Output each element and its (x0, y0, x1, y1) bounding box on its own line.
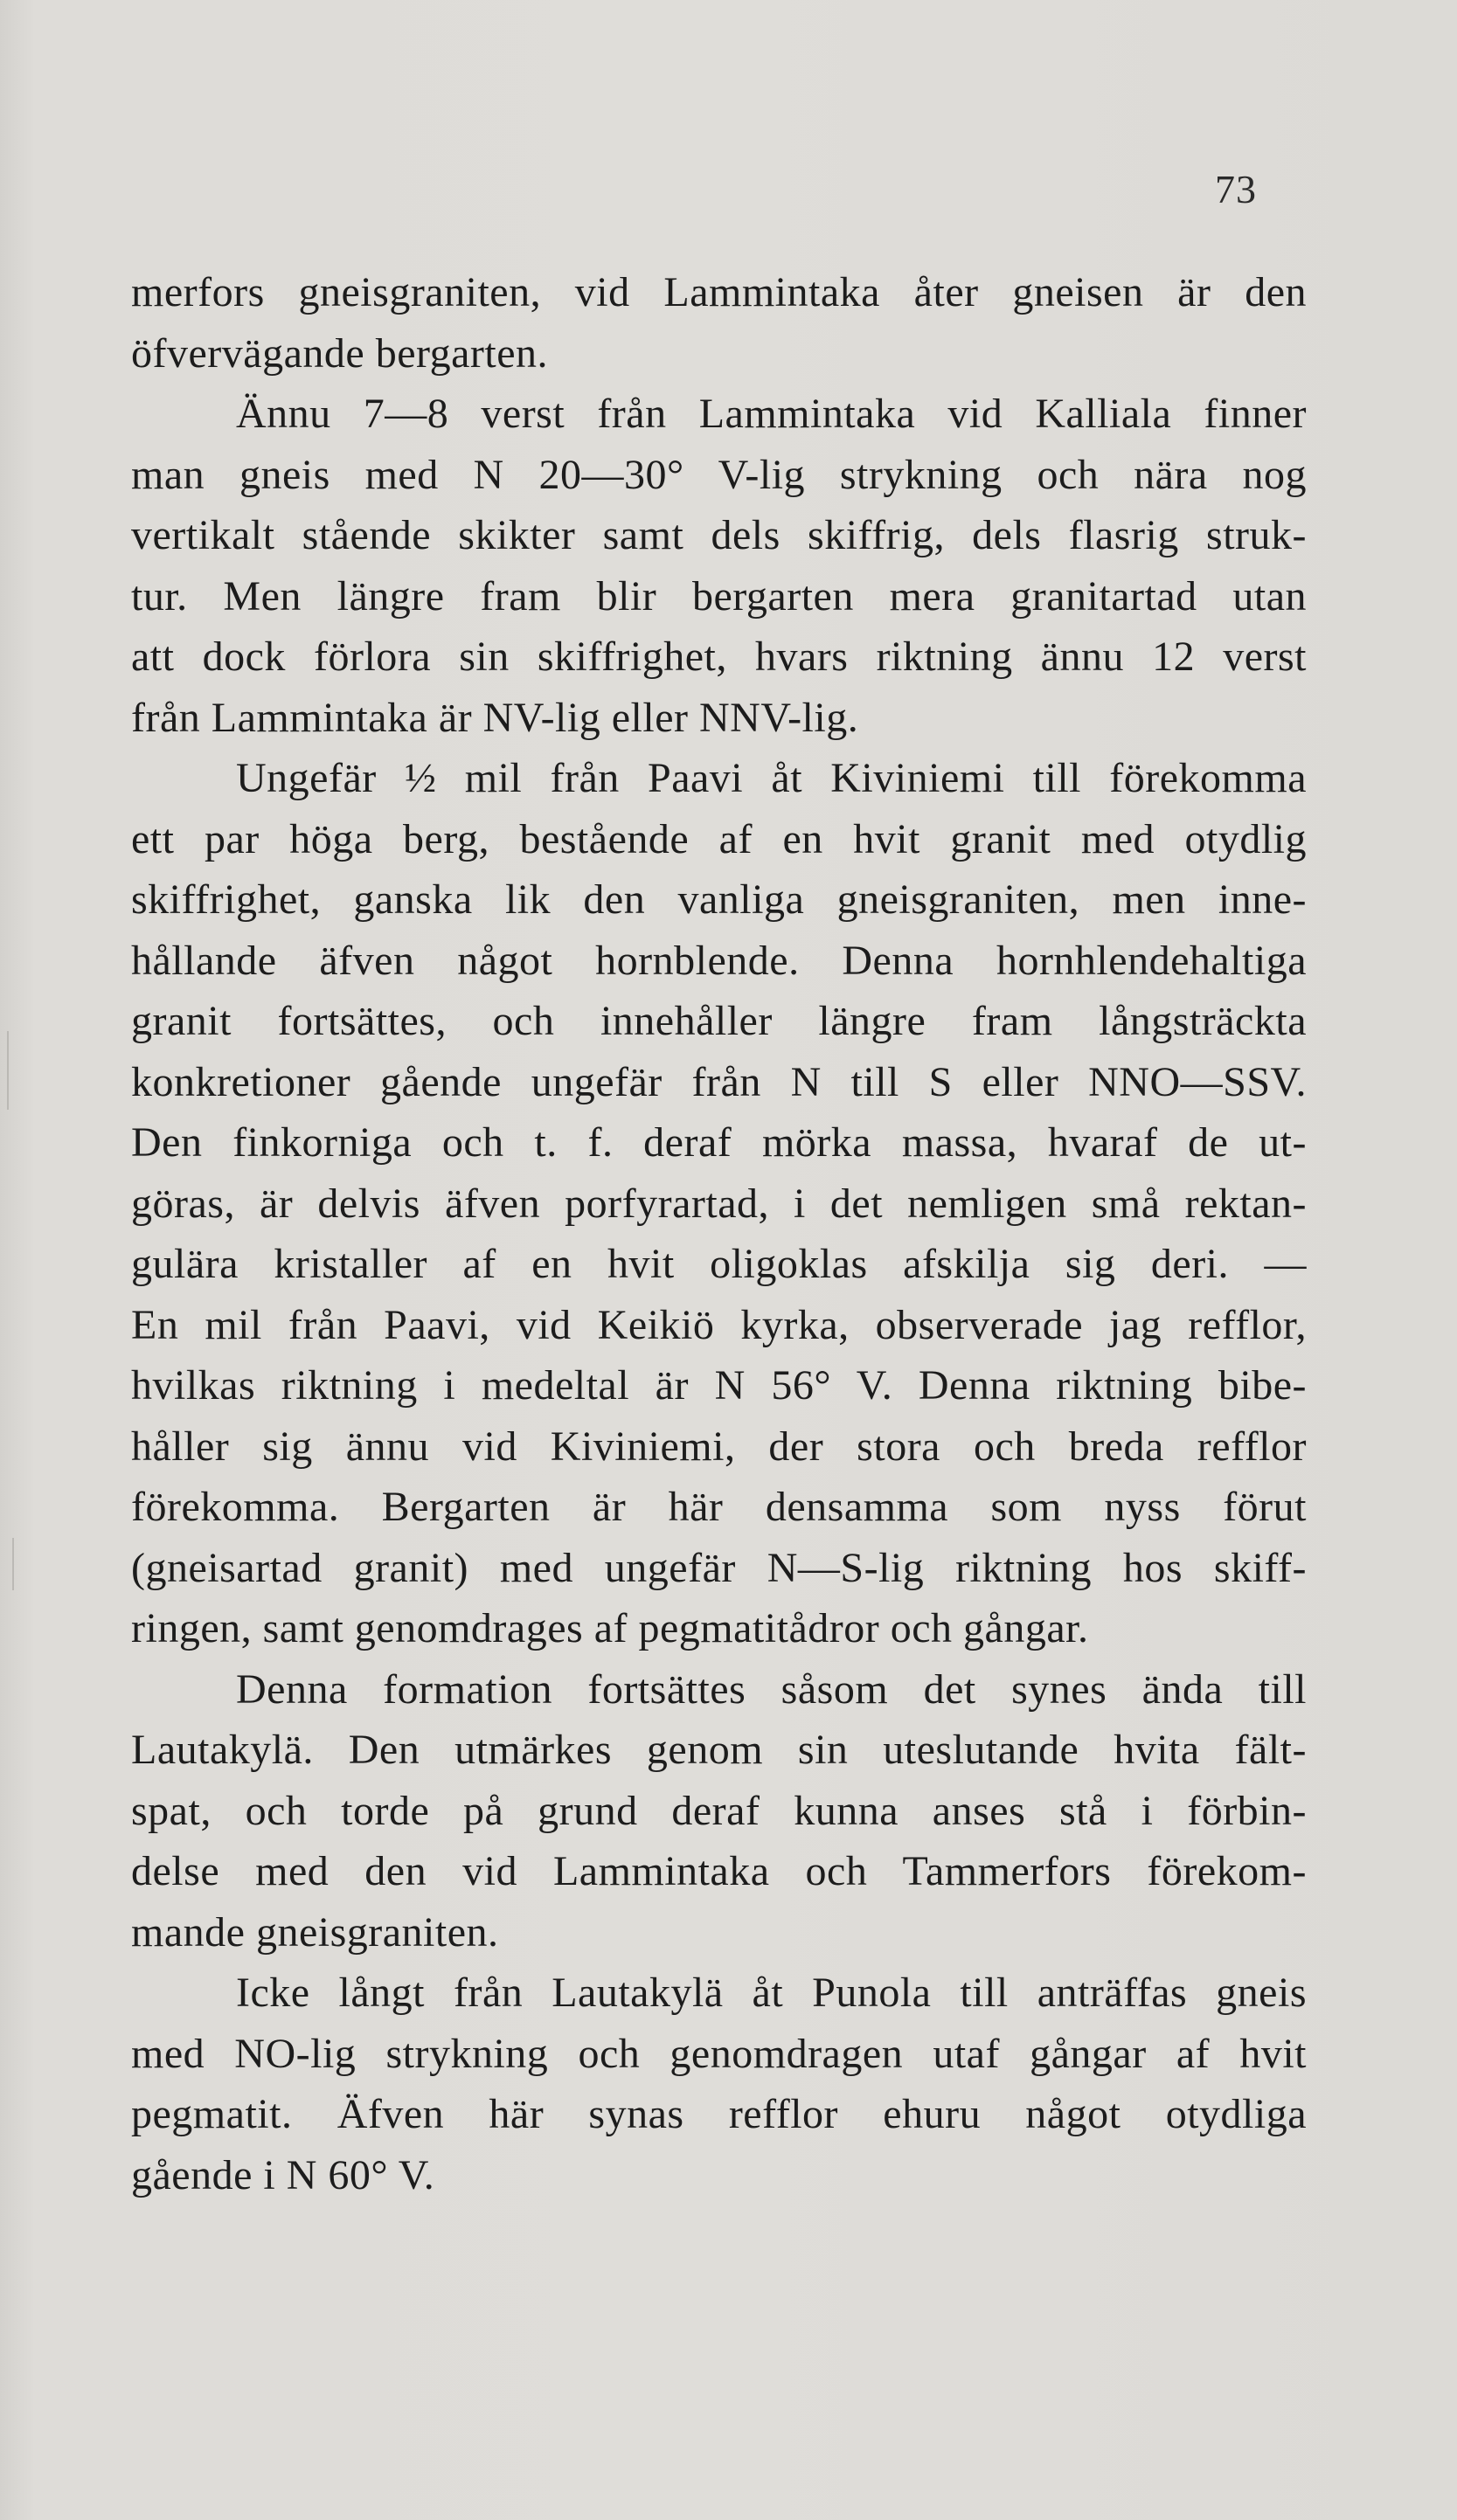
text-line: Ännu 7—8 verst från Lammintaka vid Kalliala finner (236, 391, 1307, 437)
text-line: En mil från Paavi, vid Keikiö kyrka, observerade jag refflor, (131, 1301, 1307, 1348)
text-line: Lautakylä. Den utmärkes genom sin uteslutande hvita fält- (131, 1727, 1307, 1773)
text-line: Den finkorniga och t. f. deraf mörka massa, hvaraf de ut- (131, 1119, 1307, 1166)
body-text (131, 262, 1307, 2205)
text-line: öfvervägande bergarten. (131, 329, 549, 377)
text-line: spat, och torde på grund deraf kunna anses stå i förbin- (131, 1787, 1307, 1834)
margin-mark (7, 1031, 9, 1110)
text-line: Icke långt från Lautakylä åt Punola till anträffas gneis (236, 1970, 1307, 2016)
text-line: granit fortsättes, och innehåller längre fram långsträckta (131, 998, 1307, 1044)
text-line: tur. Men längre fram blir bergarten mera granitartad utan (131, 572, 1307, 620)
text-line: Ungefär ½ mil från Paavi åt Kiviniemi till förekomma (236, 755, 1307, 801)
text-line: pegmatit. Äfven här synas refflor ehuru något otydliga (131, 2091, 1307, 2137)
page-number: 73 (1215, 167, 1257, 211)
margin-mark (12, 1538, 14, 1590)
text-line: mande gneisgraniten. (131, 1908, 499, 1956)
text-line: gående i N 60° V. (131, 2151, 435, 2198)
text-line: skiffrighet, ganska lik den vanliga gneisgraniten, men inne- (131, 876, 1307, 923)
text-line: ett par höga berg, bestående af en hvit granit med otydlig (131, 815, 1307, 862)
text-line: håller sig ännu vid Kiviniemi, der stora och breda refflor (131, 1423, 1307, 1470)
text-line: vertikalt stående skikter samt dels skiffrig, dels flasrig struk- (131, 512, 1307, 558)
text-line: (gneisartad granit) med ungefär N—S-lig riktning hos skiff- (131, 1544, 1307, 1591)
text-line: Denna formation fortsättes såsom det synes ända till (236, 1665, 1307, 1713)
text-line: man gneis med N 20—30° V-lig strykning och nära nog (131, 451, 1307, 498)
text-line: gulära kristaller af en hvit oligoklas afskilja sig deri. — (131, 1241, 1307, 1287)
text-line: med NO-lig strykning och genomdragen utaf gångar af hvit (131, 2030, 1307, 2077)
text-line: delse med den vid Lammintaka och Tammerfors förekom- (131, 1848, 1307, 1894)
text-line: att dock förlora sin skiffrighet, hvars riktning ännu 12 verst (131, 633, 1307, 680)
text-line: förekomma. Bergarten är här densamma som nyss förut (131, 1484, 1307, 1530)
text-line: konkretioner gående ungefär från N till S eller NNO—SSV. (131, 1058, 1307, 1105)
text-line: merfors gneisgraniten, vid Lammintaka åter gneisen är den (131, 269, 1307, 315)
text-line: hvilkas riktning i medeltal är N 56° V. Denna riktning bibe- (131, 1362, 1307, 1409)
text-line: ringen, samt genomdrages af pegmatitådror och gångar. (131, 1605, 1089, 1651)
text-line: hållande äfven något hornblende. Denna hornhlendehaltiga (131, 937, 1307, 984)
text-line: från Lammintaka är NV-lig eller NNV-lig. (131, 694, 859, 741)
text-line: göras, är delvis äfven porfyrartad, i det nemligen små rektan- (131, 1180, 1307, 1227)
